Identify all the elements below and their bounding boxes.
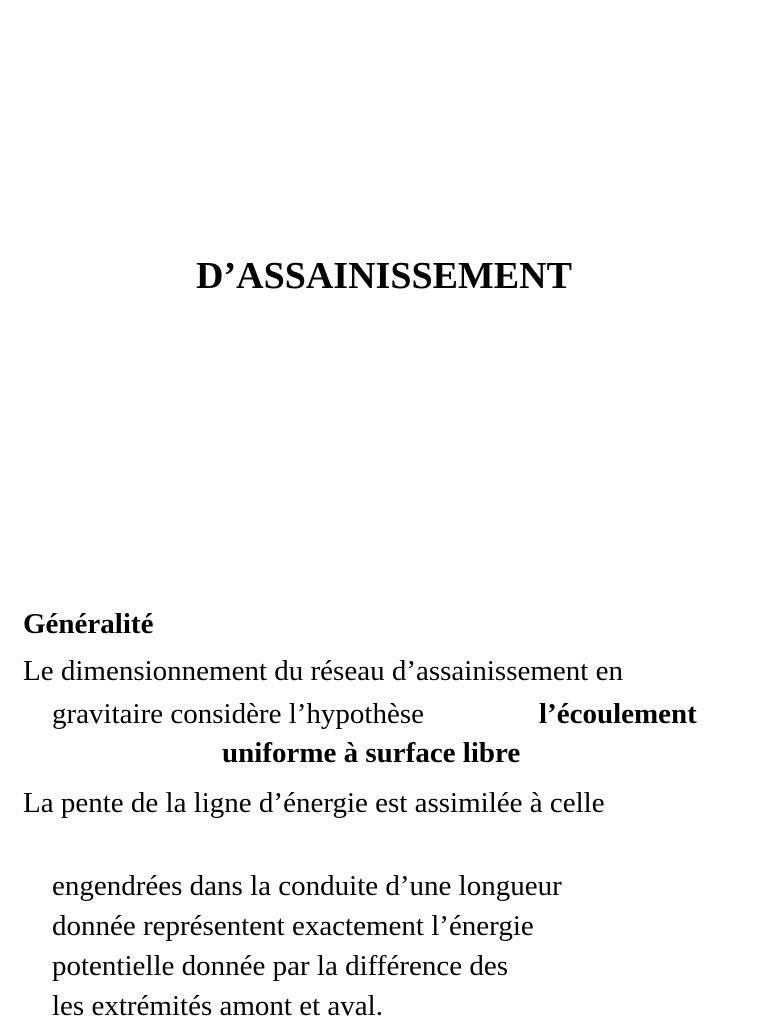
paragraph-line: donnée représentent exactement l’énergie xyxy=(52,910,534,942)
paragraph-line: gravitaire considère l’hypothèse xyxy=(52,698,425,730)
paragraph-bold-text: l’écoulement xyxy=(539,698,697,730)
paragraph-bold-text: uniforme à surface libre xyxy=(222,737,521,769)
paragraph-line: potentielle donnée par la différence des xyxy=(52,950,508,982)
section-heading: Généralité xyxy=(23,608,154,640)
paragraph-line: La pente de la ligne d’énergie est assimilée à celle xyxy=(23,787,605,819)
paragraph-line: engendrées dans la conduite d’une longueur xyxy=(52,870,562,902)
page-title: D’ASSAINISSEMENT xyxy=(196,255,572,297)
paragraph-line: Le dimensionnement du réseau d’assainissement en xyxy=(23,655,623,687)
paragraph-line: les extrémités amont et aval. xyxy=(52,990,383,1022)
